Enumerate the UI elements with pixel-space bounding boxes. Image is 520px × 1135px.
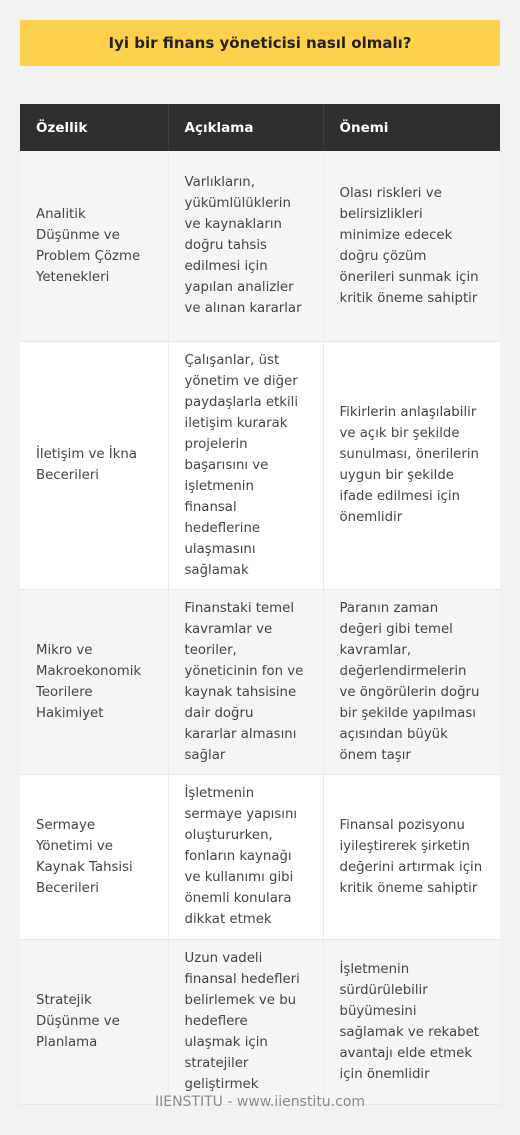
feature-cell: Stratejik Düşünme ve Planlama bbox=[20, 939, 168, 1104]
column-header-description: Açıklama bbox=[168, 104, 323, 151]
description-cell: Çalışanlar, üst yönetim ve diğer paydaşlarla etkili iletişim kurarak projelerin başarısını ve işletmenin finansal hedeflerine ulaşmasını sağlamak bbox=[168, 341, 323, 589]
table-row bbox=[20, 939, 500, 1104]
importance-cell: Paranın zaman değeri gibi temel kavramlar, değerlendirmelerin ve öngörülerin doğru bir şekilde yapılması açısından büyük önem taşır bbox=[323, 589, 500, 774]
description-cell: Varlıkların, yükümlülüklerin ve kaynakların doğru tahsis edilmesi için yapılan analizler ve alınan kararlar bbox=[168, 151, 323, 341]
comparison-table bbox=[20, 104, 500, 1105]
description-cell: Finanstaki temel kavramlar ve teoriler, yöneticinin fon ve kaynak tahsisine dair doğru kararlar almasını sağlar bbox=[168, 589, 323, 774]
column-header-feature: Özellik bbox=[20, 104, 168, 151]
importance-cell: Finansal pozisyonu iyileştirerek şirketin değerini artırmak için kritik öneme sahiptir bbox=[323, 774, 500, 939]
feature-cell: İletişim ve İkna Becerileri bbox=[20, 341, 168, 589]
footer-credit: IIENSTITU - www.iienstitu.com bbox=[154, 1094, 366, 1110]
page-title: Iyi bir finans yöneticisi nasıl olmalı? bbox=[108, 34, 412, 52]
table-row bbox=[20, 341, 500, 589]
feature-cell: Mikro ve Makroekonomik Teorilere Hakimiyet bbox=[20, 589, 168, 774]
table-row bbox=[20, 151, 500, 341]
importance-cell: İşletmenin sürdürülebilir büyümesini sağlamak ve rekabet avantajı elde etmek için önemlidir bbox=[323, 939, 500, 1104]
description-cell: Uzun vadeli finansal hedefleri belirlemek ve bu hedeflere ulaşmak için stratejiler geliştirmek bbox=[168, 939, 323, 1104]
importance-cell: Olası riskleri ve belirsizlikleri minimize edecek doğru çözüm önerileri sunmak için kritik öneme sahiptir bbox=[323, 151, 500, 341]
importance-cell: Fikirlerin anlaşılabilir ve açık bir şekilde sunulması, önerilerin uygun bir şekilde ifade edilmesi için önemlidir bbox=[323, 341, 500, 589]
table-row bbox=[20, 774, 500, 939]
table-row bbox=[20, 589, 500, 774]
feature-cell: Sermaye Yönetimi ve Kaynak Tahsisi Becerileri bbox=[20, 774, 168, 939]
description-cell: İşletmenin sermaye yapısını oluştururken, fonların kaynağı ve kullanımı gibi önemli konulara dikkat etmek bbox=[168, 774, 323, 939]
table-header-row bbox=[20, 104, 500, 151]
title-banner bbox=[20, 20, 500, 66]
column-header-importance: Önemi bbox=[323, 104, 500, 151]
feature-cell: Analitik Düşünme ve Problem Çözme Yetenekleri bbox=[20, 151, 168, 341]
